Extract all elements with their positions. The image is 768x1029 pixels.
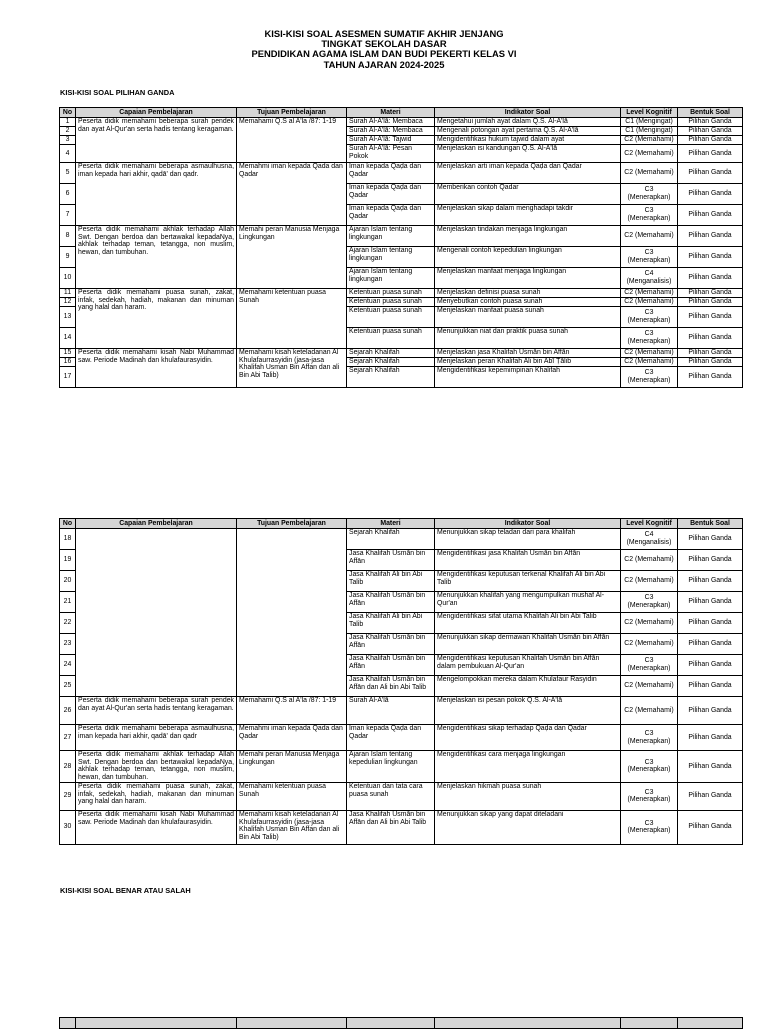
kisi-kisi-table-3-partial — [59, 1017, 743, 1029]
document-title — [0, 29, 768, 70]
materi-cell: Iman kepada Qaḍa dan Qadar — [347, 725, 435, 751]
table-row — [60, 118, 743, 127]
level-kognitif-cell: C3 (Menerapkan) — [621, 751, 678, 783]
materi-cell: Sejarah Khalifah — [347, 358, 435, 367]
indikator-soal-cell: Mengidentifikasi sikap terhadap Qaḍa dan Qadar — [435, 725, 621, 751]
capaian-pembelajaran-cell: Peserta didik memahami beberapa asmaulhusna, iman kepada hari akhir, qadā' dan qadr. — [76, 163, 237, 226]
level-kognitif-cell: C3 (Menerapkan) — [621, 782, 678, 810]
col-header-materi: Materi — [347, 108, 435, 118]
materi-cell: Surah Al-A'lā: Pesan Pokok — [347, 145, 435, 163]
materi-cell: Ajaran Islam tentang lingkungan — [347, 226, 435, 247]
table-row — [60, 725, 743, 751]
bentuk-soal-cell: Pilihan Ganda — [678, 782, 743, 810]
capaian-pembelajaran-cell: Peserta didik memahami beberapa surah pendek dan ayat Al-Qur'an serta hadis tentang keragaman. — [76, 697, 237, 725]
materi-cell: Ketentuan puasa sunah — [347, 328, 435, 349]
level-kognitif-cell: C3 (Menerapkan) — [621, 328, 678, 349]
row-number: 12 — [60, 298, 76, 307]
bentuk-soal-cell: Pilihan Ganda — [678, 328, 743, 349]
indikator-soal-cell: Menyebutkan contoh puasa sunah — [435, 298, 621, 307]
tujuan-pembelajaran-cell: Memahami Q.S al A'la /87: 1-19 — [237, 118, 347, 163]
indikator-soal-cell: Mengenali potongan ayat pertama Q.S. Al-A'lā — [435, 127, 621, 136]
title-line-4: TAHUN AJARAN 2024-2025 — [323, 58, 445, 70]
bentuk-soal-cell: Pilihan Ganda — [678, 550, 743, 571]
level-kognitif-cell: C4 (Menganalisis) — [621, 529, 678, 550]
row-number: 28 — [60, 751, 76, 783]
bentuk-soal-cell: Pilihan Ganda — [678, 145, 743, 163]
materi-cell: Ketentuan puasa sunah — [347, 289, 435, 298]
indikator-soal-cell: Menunjukkan sikap teladan dari para khalifah — [435, 529, 621, 550]
title-line-3: PENDIDIKAN AGAMA ISLAM DAN BUDI PEKERTI KELAS VI — [251, 48, 517, 60]
indikator-soal-cell: Menjelaskan manfaat puasa sunah — [435, 307, 621, 328]
row-number: 4 — [60, 145, 76, 163]
materi-cell: Ketentuan puasa sunah — [347, 298, 435, 307]
materi-cell: Ketentuan dan tata cara puasa sunah — [347, 782, 435, 810]
materi-cell: Sejarah Khalifah — [347, 367, 435, 388]
bentuk-soal-cell: Pilihan Ganda — [678, 349, 743, 358]
level-kognitif-cell: C2 (Memahami) — [621, 697, 678, 725]
level-kognitif-cell: C3 (Menerapkan) — [621, 184, 678, 205]
row-number: 25 — [60, 676, 76, 697]
bentuk-soal-cell: Pilihan Ganda — [678, 163, 743, 184]
indikator-soal-cell: Menjelaskan arti iman kepada Qaḍa dan Qadar — [435, 163, 621, 184]
row-number: 30 — [60, 810, 76, 844]
bentuk-soal-cell: Pilihan Ganda — [678, 358, 743, 367]
tujuan-pembelajaran-cell: Memahami kisah keteladanan Al Khulafaurrasyidin (jasa-jasa Khalifah Usman Bin Affan dan ali Bin Abi Talib) — [237, 810, 347, 844]
row-number: 19 — [60, 550, 76, 571]
bentuk-soal-cell: Pilihan Ganda — [678, 655, 743, 676]
level-kognitif-cell: C3 (Menerapkan) — [621, 247, 678, 268]
level-kognitif-cell: C3 (Menerapkan) — [621, 307, 678, 328]
indikator-soal-cell: Menjelaskan sikap dalam menghadapi takdir — [435, 205, 621, 226]
indikator-soal-cell: Mengidentifikasi keputusan terkenal Khalifah Ali bin Abi Talib — [435, 571, 621, 592]
col-header-level: Level Kognitif — [621, 108, 678, 118]
row-number: 27 — [60, 725, 76, 751]
indikator-soal-cell: Menjelaskan isi kandungan Q.S. Al-A'lā — [435, 145, 621, 163]
indikator-soal-cell: Mengidentifikasi sifat utama Khalifah Ali bin Abi Talib — [435, 613, 621, 634]
materi-cell: Jasa Khalifah Usmān bin Affān — [347, 655, 435, 676]
row-number: 22 — [60, 613, 76, 634]
indikator-soal-cell: Menunjukkan niat dan praktik puasa sunah — [435, 328, 621, 349]
level-kognitif-cell: C2 (Memahami) — [621, 298, 678, 307]
kisi-kisi-table-2 — [59, 518, 743, 845]
level-kognitif-cell: C2 (Memahami) — [621, 571, 678, 592]
indikator-soal-cell: Menjelaskan isi pesan pokok Q.S. Al-A'lā — [435, 697, 621, 725]
bentuk-soal-cell: Pilihan Ganda — [678, 298, 743, 307]
level-kognitif-cell: C4 (Menganalisis) — [621, 268, 678, 289]
tujuan-pembelajaran-cell: Memahami kisah keteladanan Al Khulafaurrasyidin (jasa-jasa Khalifah Usman Bin Affan dan ali Bin Abi Talib) — [237, 349, 347, 388]
materi-cell: Sejarah Khalifah — [347, 529, 435, 550]
table-row — [60, 349, 743, 358]
materi-cell: Jasa Khalifah Usmān bin Affān — [347, 634, 435, 655]
level-kognitif-cell: C3 (Menerapkan) — [621, 725, 678, 751]
bentuk-soal-cell: Pilihan Ganda — [678, 613, 743, 634]
indikator-soal-cell: Mengenali contoh kepedulian lingkungan — [435, 247, 621, 268]
indikator-soal-cell: Menjelaskan manfaat menjaga lingkungan — [435, 268, 621, 289]
materi-cell: Sejarah Khalifah — [347, 349, 435, 358]
bentuk-soal-cell: Pilihan Ganda — [678, 136, 743, 145]
col-header-no: No — [60, 108, 76, 118]
table-row — [60, 226, 743, 247]
indikator-soal-cell: Mengidentifikasi hukum tajwid dalam ayat — [435, 136, 621, 145]
materi-cell: Ajaran Islam tentang kepedulian lingkungan — [347, 751, 435, 783]
materi-cell: Jasa Khalifah Usmān bin Affān — [347, 592, 435, 613]
level-kognitif-cell: C2 (Memahami) — [621, 163, 678, 184]
indikator-soal-cell: Mengidentifikasi jasa Khalifah Usmān bin Affān — [435, 550, 621, 571]
bentuk-soal-cell: Pilihan Ganda — [678, 184, 743, 205]
materi-cell: Surah Al-A'lā: Membaca — [347, 118, 435, 127]
table-row — [60, 529, 743, 550]
title-line-2: TINGKAT SEKOLAH DASAR — [321, 38, 447, 50]
materi-cell: Surah Al-A'lā: Tajwid — [347, 136, 435, 145]
tujuan-pembelajaran-cell: Memahi peran Manusia Menjaga Lingkungan — [237, 751, 347, 783]
bentuk-soal-cell: Pilihan Ganda — [678, 571, 743, 592]
bentuk-soal-cell: Pilihan Ganda — [678, 289, 743, 298]
bentuk-soal-cell: Pilihan Ganda — [678, 634, 743, 655]
bentuk-soal-cell: Pilihan Ganda — [678, 751, 743, 783]
capaian-pembelajaran-cell: Peserta didik memahami kisah Nabi Muhammad saw. Periode Madinah dan khulafaurasyidin. — [76, 810, 237, 844]
materi-cell: Iman kepada Qaḍa dan Qadar — [347, 205, 435, 226]
row-number: 13 — [60, 307, 76, 328]
indikator-soal-cell: Menunjukkan sikap yang dapat diteladani — [435, 810, 621, 844]
bentuk-soal-cell: Pilihan Ganda — [678, 307, 743, 328]
level-kognitif-cell: C2 (Memahami) — [621, 349, 678, 358]
materi-cell: Surah Al-A'lā: Membaca — [347, 127, 435, 136]
bentuk-soal-cell: Pilihan Ganda — [678, 697, 743, 725]
row-number: 14 — [60, 328, 76, 349]
table-header-row — [60, 108, 743, 118]
bentuk-soal-cell: Pilihan Ganda — [678, 367, 743, 388]
bentuk-soal-cell: Pilihan Ganda — [678, 592, 743, 613]
indikator-soal-cell: Menunjukkan khalifah yang mengumpulkan mushaf Al-Qur'an — [435, 592, 621, 613]
col-header-tp: Tujuan Pembelajaran — [237, 519, 347, 529]
materi-cell: Iman kepada Qaḍa dan Qadar — [347, 184, 435, 205]
level-kognitif-cell: C3 (Menerapkan) — [621, 810, 678, 844]
table-row — [60, 163, 743, 184]
capaian-pembelajaran-cell: Peserta didik memahami kisah Nabi Muhammad saw. Periode Madinah dan khulafaurasyidin. — [76, 349, 237, 388]
indikator-soal-cell: Mengetahui jumlah ayat dalam Q.S. Al-A'lā — [435, 118, 621, 127]
level-kognitif-cell: C2 (Memahami) — [621, 226, 678, 247]
indikator-soal-cell: Menunjukkan sikap dermawan Khalifah Usmān bin Affān — [435, 634, 621, 655]
row-number: 3 — [60, 136, 76, 145]
row-number: 16 — [60, 358, 76, 367]
col-header-indikator: Indikator Soal — [435, 108, 621, 118]
bentuk-soal-cell: Pilihan Ganda — [678, 810, 743, 844]
level-kognitif-cell: C2 (Memahami) — [621, 634, 678, 655]
col-header-indikator: Indikator Soal — [435, 519, 621, 529]
bentuk-soal-cell: Pilihan Ganda — [678, 226, 743, 247]
indikator-soal-cell: Mengidentifikasi cara menjaga lingkungan — [435, 751, 621, 783]
col-header-bentuk: Bentuk Soal — [678, 108, 743, 118]
materi-cell: Jasa Khalifah Usmān bin Affān dan Ali bin Abi Talib — [347, 676, 435, 697]
bentuk-soal-cell: Pilihan Ganda — [678, 118, 743, 127]
tujuan-pembelajaran-cell: Memahmi iman kepada Qada dan Qadar — [237, 163, 347, 226]
row-number: 23 — [60, 634, 76, 655]
level-kognitif-cell: C2 (Memahami) — [621, 358, 678, 367]
bentuk-soal-cell: Pilihan Ganda — [678, 676, 743, 697]
capaian-pembelajaran-cell: Peserta didik memahami puasa sunah, zakat, infak, sedekah, hadiah, makanan dan minuman yang halal dan haram. — [76, 289, 237, 349]
table-row — [60, 697, 743, 725]
row-number: 29 — [60, 782, 76, 810]
table-row — [60, 782, 743, 810]
row-number: 15 — [60, 349, 76, 358]
table-header-row — [60, 519, 743, 529]
bentuk-soal-cell: Pilihan Ganda — [678, 127, 743, 136]
col-header-level: Level Kognitif — [621, 519, 678, 529]
tujuan-pembelajaran-cell: Memahami ketentuan puasa Sunah — [237, 289, 347, 349]
row-number: 10 — [60, 268, 76, 289]
materi-cell: Jasa Khalifah Ali bin Abi Talib — [347, 613, 435, 634]
table-row — [60, 810, 743, 844]
capaian-pembelajaran-cell: Peserta didik memahami beberapa asmaulhusna, iman kepada hari akhir, qadā' dan qadr — [76, 725, 237, 751]
row-number: 26 — [60, 697, 76, 725]
materi-cell: Ketentuan puasa sunah — [347, 307, 435, 328]
row-number: 7 — [60, 205, 76, 226]
col-header-tp: Tujuan Pembelajaran — [237, 108, 347, 118]
title-line-1: KISI-KISI SOAL ASESMEN SUMATIF AKHIR JENJANG — [264, 28, 504, 39]
materi-cell: Jasa Khalifah Usmān bin Affān dan Ali bin Abi Talib — [347, 810, 435, 844]
section-label-benar-salah: KISI-KISI SOAL BENAR ATAU SALAH — [60, 886, 191, 895]
col-header-bentuk: Bentuk Soal — [678, 519, 743, 529]
tujuan-pembelajaran-cell — [237, 529, 347, 697]
level-kognitif-cell: C2 (Memahami) — [621, 550, 678, 571]
indikator-soal-cell: Mengelompokkan mereka dalam Khulafaur Rasyidin — [435, 676, 621, 697]
kisi-kisi-table-1 — [59, 107, 743, 388]
bentuk-soal-cell: Pilihan Ganda — [678, 529, 743, 550]
materi-cell: Surah Al-A'lā — [347, 697, 435, 725]
section-label-pilihan-ganda: KISI-KISI SOAL PILIHAN GANDA — [60, 88, 175, 97]
indikator-soal-cell: Memberikan contoh Qadar — [435, 184, 621, 205]
level-kognitif-cell: C2 (Memahami) — [621, 145, 678, 163]
level-kognitif-cell: C1 (Mengingat) — [621, 118, 678, 127]
level-kognitif-cell: C2 (Memahami) — [621, 676, 678, 697]
row-number: 8 — [60, 226, 76, 247]
capaian-pembelajaran-cell — [76, 529, 237, 697]
indikator-soal-cell: Menjelaskan peran Khalifah Ali bin Abī Ṭālib — [435, 358, 621, 367]
indikator-soal-cell: Menjelaskan jasa Khalifah Uṡmān bin Affān — [435, 349, 621, 358]
col-header-no: No — [60, 519, 76, 529]
indikator-soal-cell: Menjelaskan hikmah puasa sunah — [435, 782, 621, 810]
materi-cell: Jasa Khalifah Usmān bin Affān — [347, 550, 435, 571]
indikator-soal-cell: Mengidentifikasi keputusan Khalifah Usmān bin Affān dalam pembukuan Al-Qur'an — [435, 655, 621, 676]
bentuk-soal-cell: Pilihan Ganda — [678, 268, 743, 289]
row-number: 17 — [60, 367, 76, 388]
row-number: 5 — [60, 163, 76, 184]
capaian-pembelajaran-cell: Peserta didik memahami akhlak terhadap Allah Swt. Dengan berdoa dan bertawakal kepadaNya, akhlak terhadap teman, tetangga, non muslim, hewan, dan tumbuhan. — [76, 751, 237, 783]
tujuan-pembelajaran-cell: Memahi peran Manusia Menjaga Lingkungan — [237, 226, 347, 289]
tujuan-pembelajaran-cell: Memahmi iman kepada Qada dan Qadar — [237, 725, 347, 751]
row-number: 6 — [60, 184, 76, 205]
row-number: 9 — [60, 247, 76, 268]
level-kognitif-cell: C1 (Mengingat) — [621, 127, 678, 136]
materi-cell: Iman kepada Qaḍa dan Qadar — [347, 163, 435, 184]
indikator-soal-cell: Menjelaskan definisi puasa sunah — [435, 289, 621, 298]
materi-cell: Ajaran Islam tentang lingkungan — [347, 268, 435, 289]
materi-cell: Ajaran Islam tentang lingkungan — [347, 247, 435, 268]
col-header-cp: Capaian Pembelajaran — [76, 108, 237, 118]
bentuk-soal-cell: Pilihan Ganda — [678, 205, 743, 226]
table-row — [60, 751, 743, 783]
col-header-materi: Materi — [347, 519, 435, 529]
row-number: 20 — [60, 571, 76, 592]
indikator-soal-cell: Menjelaskan tindakan menjaga lingkungan — [435, 226, 621, 247]
capaian-pembelajaran-cell: Peserta didik memahami akhlak terhadap Allah Swt. Dengan berdoa dan bertawakal kepadaNya, akhlak terhadap teman, tetangga, non muslim, hewan, dan tumbuhan. — [76, 226, 237, 289]
col-header-cp: Capaian Pembelajaran — [76, 519, 237, 529]
level-kognitif-cell: C3 (Menerapkan) — [621, 592, 678, 613]
table-row — [60, 289, 743, 298]
level-kognitif-cell: C2 (Memahami) — [621, 289, 678, 298]
level-kognitif-cell: C2 (Memahami) — [621, 136, 678, 145]
tujuan-pembelajaran-cell: Memahami Q.S al A'la /87: 1-19 — [237, 697, 347, 725]
materi-cell: Jasa Khalifah Ali bin Abi Talib — [347, 571, 435, 592]
indikator-soal-cell: Mengidentifikasi kepemimpinan Khalifah — [435, 367, 621, 388]
row-number: 2 — [60, 127, 76, 136]
tujuan-pembelajaran-cell: Memahami ketentuan puasa Sunah — [237, 782, 347, 810]
bentuk-soal-cell: Pilihan Ganda — [678, 725, 743, 751]
level-kognitif-cell: C3 (Menerapkan) — [621, 205, 678, 226]
row-number: 21 — [60, 592, 76, 613]
row-number: 24 — [60, 655, 76, 676]
row-number: 1 — [60, 118, 76, 127]
level-kognitif-cell: C2 (Memahami) — [621, 613, 678, 634]
capaian-pembelajaran-cell: Peserta didik memahami beberapa surah pendek dan ayat Al-Qur'an serta hadis tentang keragaman. — [76, 118, 237, 163]
row-number: 11 — [60, 289, 76, 298]
capaian-pembelajaran-cell: Peserta didik memahami puasa sunah, zakat, infak, sedekah, hadiah, makanan dan minuman yang halal dan haram. — [76, 782, 237, 810]
level-kognitif-cell: C3 (Menerapkan) — [621, 655, 678, 676]
level-kognitif-cell: C3 (Menerapkan) — [621, 367, 678, 388]
row-number: 18 — [60, 529, 76, 550]
bentuk-soal-cell: Pilihan Ganda — [678, 247, 743, 268]
